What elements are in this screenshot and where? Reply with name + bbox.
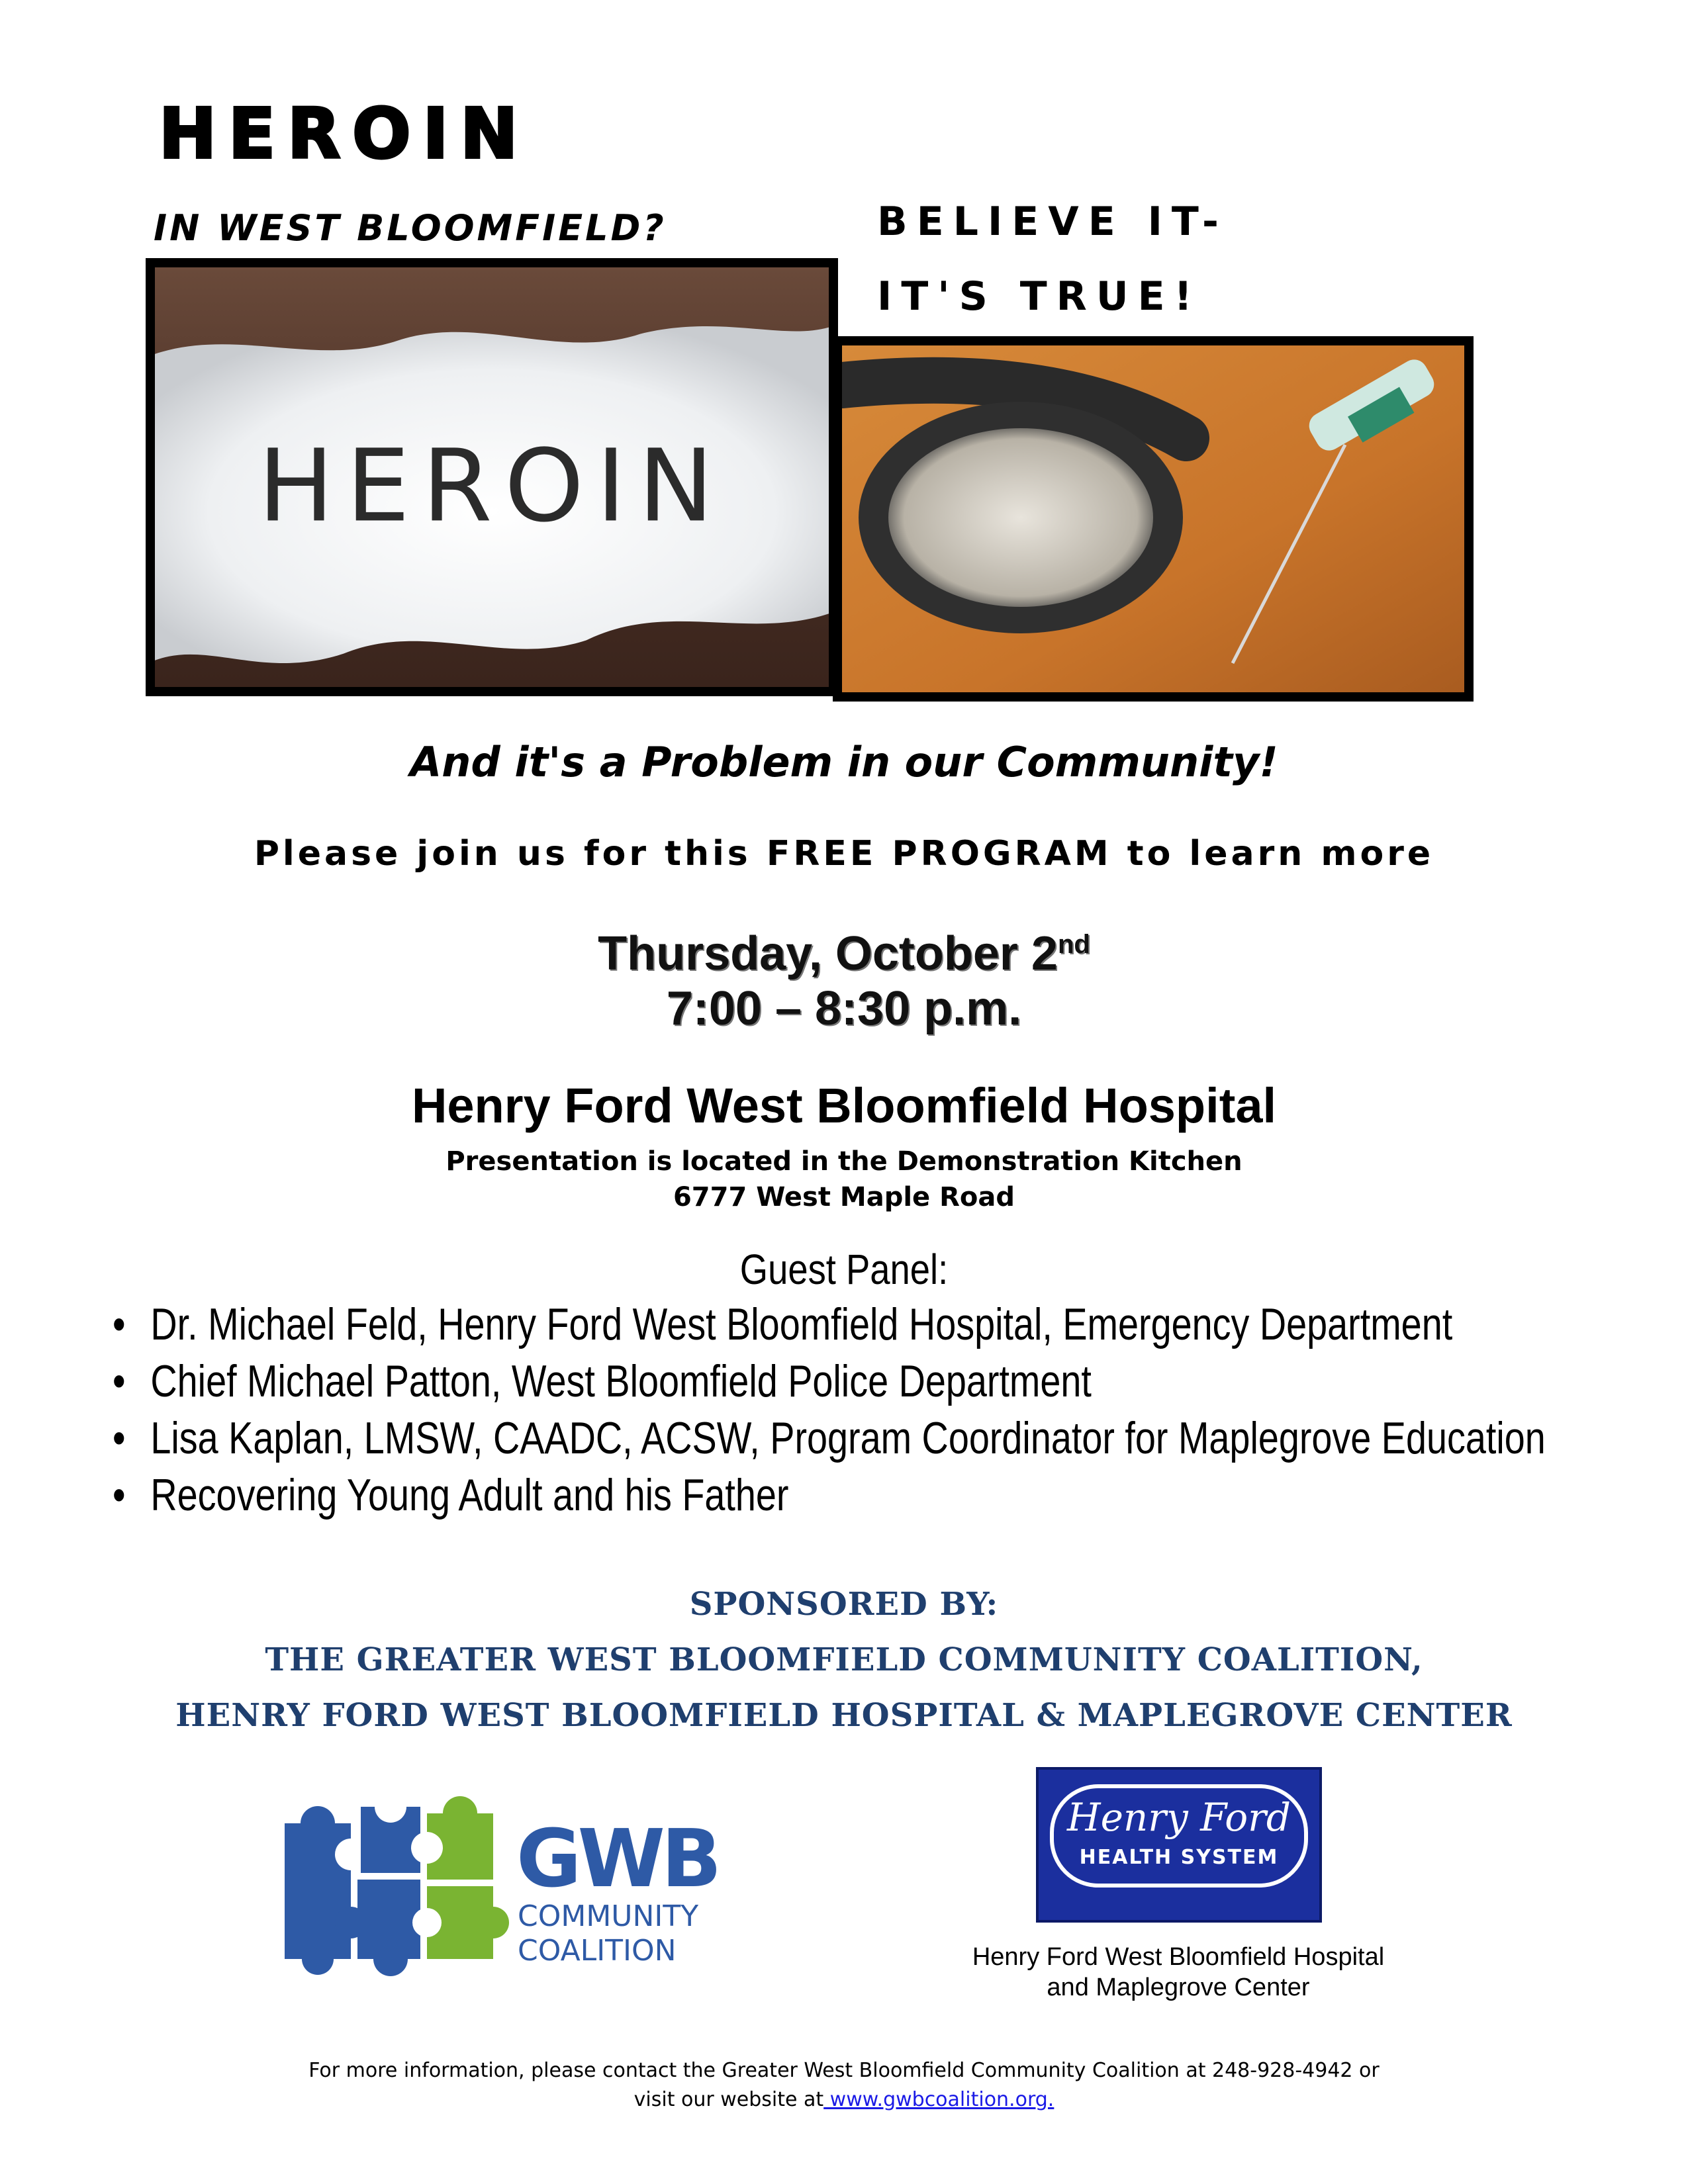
heroin-powder-photo bbox=[146, 258, 838, 696]
location-note: Presentation is located in the Demonstration Kitchen bbox=[445, 1146, 1243, 1177]
gwb-coalition-logo bbox=[278, 1787, 741, 1979]
sponsored-by-heading: SPONSORED BY: bbox=[689, 1586, 999, 1623]
hf-caption-line-2: and Maplegrove Center bbox=[1047, 1973, 1310, 2001]
guest-panel-item: • Lisa Kaplan, LMSW, CAADC, ACSW, Program Coordinator for Maplegrove Education bbox=[113, 1410, 1372, 1467]
footer-line-1: For more information, please contact the Greater West Bloomfield Community Coalition at 248-928-4942 or bbox=[308, 2059, 1380, 2082]
its-true-line: IT'S TRUE! bbox=[877, 273, 1201, 320]
event-date-suffix: nd bbox=[1057, 930, 1090, 959]
join-invitation: Please join us for this FREE PROGRAM to learn more bbox=[254, 834, 1434, 874]
spoon-syringe-photo bbox=[833, 336, 1474, 702]
event-date-time bbox=[0, 927, 1688, 1036]
guest-panel-list bbox=[113, 1296, 1648, 1524]
footer-contact bbox=[0, 2056, 1688, 2114]
sponsor-line-1: THE GREATER WEST BLOOMFIELD COMMUNITY COALITION, bbox=[265, 1641, 1423, 1678]
website-link[interactable]: www.gwbcoalition.org. bbox=[823, 2087, 1055, 2111]
powder-heroin-text: HEROIN bbox=[258, 428, 726, 545]
guest-panel-item: • Recovering Young Adult and his Father bbox=[113, 1467, 1372, 1524]
headline-subtitle: IN WEST BLOOMFIELD? bbox=[154, 207, 667, 249]
gwb-community: COMMUNITY bbox=[518, 1899, 699, 1933]
hf-caption bbox=[887, 1942, 1470, 2003]
event-date: Thursday, October 2 bbox=[598, 927, 1058, 980]
problem-statement: And it's a Problem in our Community! bbox=[410, 738, 1278, 786]
hf-health-system: HEALTH SYSTEM bbox=[1079, 1846, 1279, 1869]
gwb-coalition: COALITION bbox=[518, 1934, 677, 1968]
footer-line-2-prefix: visit our website at bbox=[633, 2087, 824, 2111]
headline-title: HEROIN bbox=[159, 93, 530, 174]
event-location bbox=[0, 1144, 1688, 1215]
guest-panel-item: • Chief Michael Patton, West Bloomfield Police Department bbox=[113, 1353, 1372, 1410]
hf-script: Henry Ford bbox=[1066, 1795, 1291, 1840]
guest-panel-title: Guest Panel: bbox=[739, 1246, 949, 1293]
event-address: 6777 West Maple Road bbox=[673, 1182, 1015, 1212]
event-time: 7:00 – 8:30 p.m. bbox=[666, 981, 1022, 1035]
puzzle-pieces-icon bbox=[285, 1791, 509, 1976]
guest-panel-item: • Dr. Michael Feld, Henry Ford West Bloomfield Hospital, Emergency Department bbox=[113, 1296, 1372, 1353]
sponsor-line-2: HENRY FORD WEST BLOOMFIELD HOSPITAL & MAPLEGROVE CENTER bbox=[175, 1697, 1513, 1734]
event-venue: Henry Ford West Bloomfield Hospital bbox=[411, 1078, 1277, 1133]
hf-caption-line-1: Henry Ford West Bloomfield Hospital bbox=[972, 1943, 1385, 1971]
gwb-mark: GWB bbox=[516, 1813, 718, 1905]
believe-it-line: BELIEVE IT- bbox=[877, 199, 1228, 245]
henry-ford-logo bbox=[1036, 1767, 1322, 1923]
